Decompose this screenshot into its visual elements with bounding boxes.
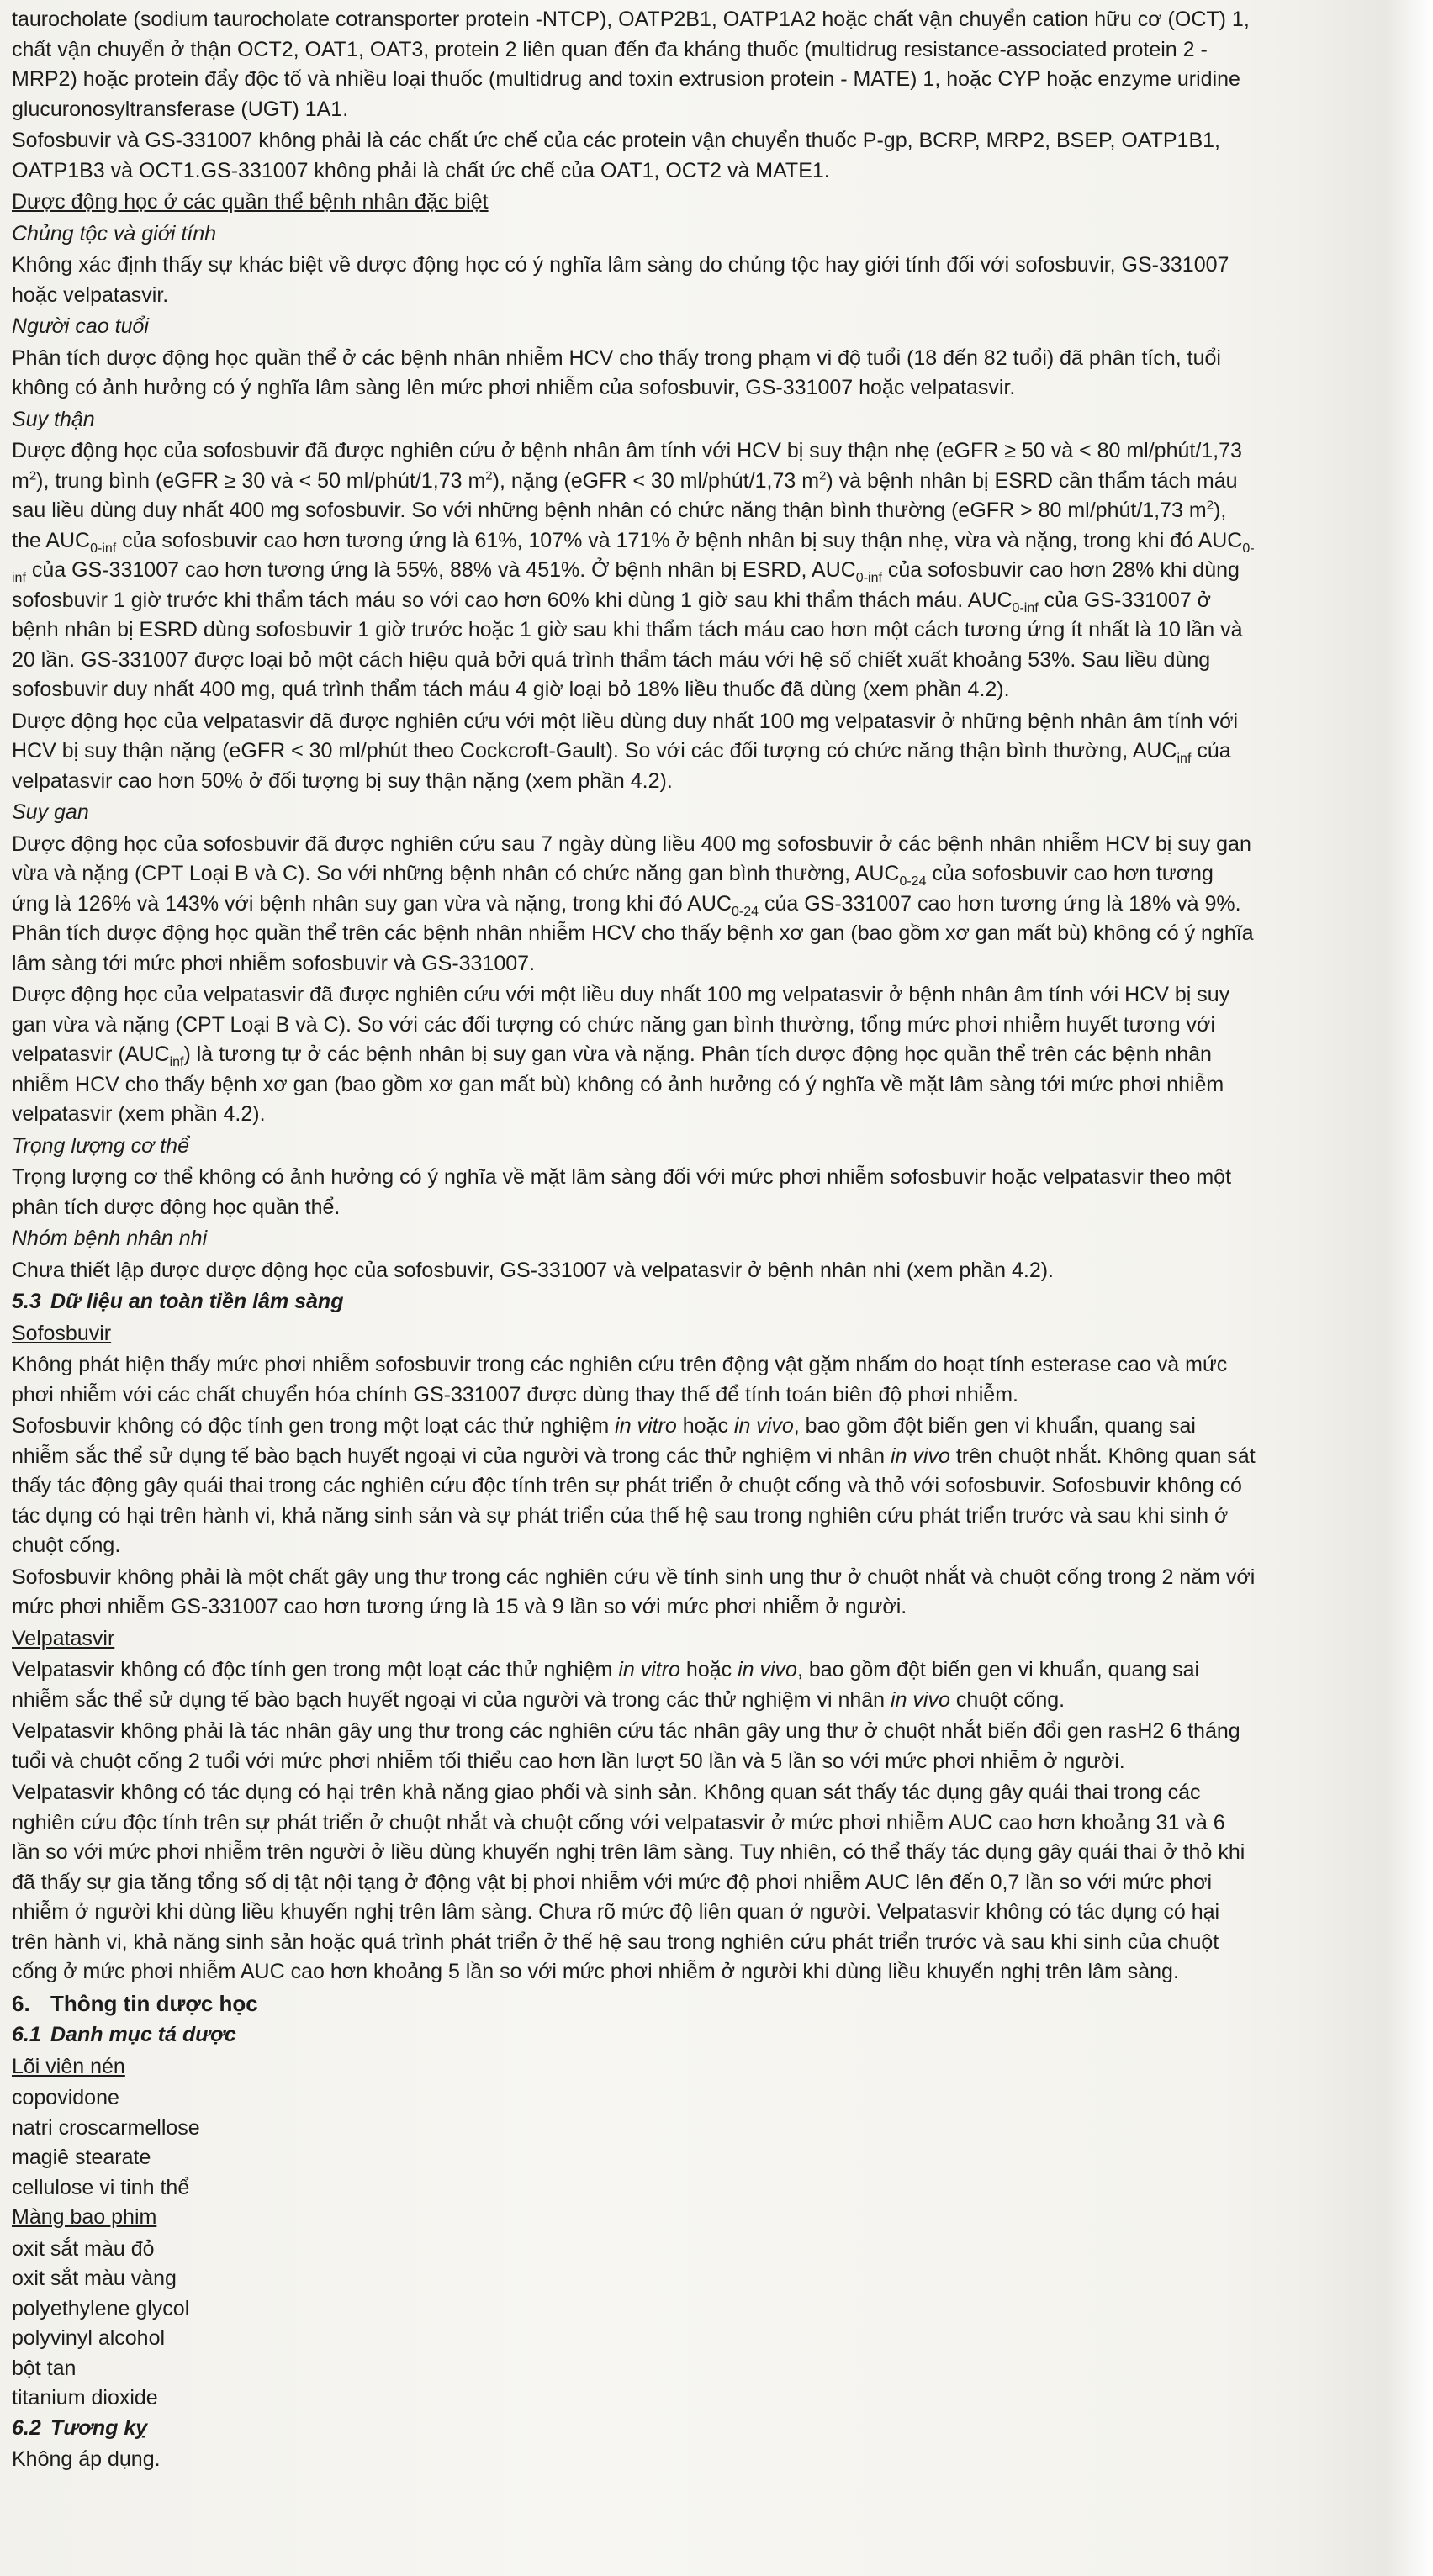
- paragraph-race-gender: Không xác định thấy sự khác biệt về dược động học có ý nghĩa lâm sàng do chủng tộc hay giới tính đối với sofosbuvir, GS-331007 hoặc velpatasvir.: [12, 253, 1229, 307]
- paragraph-pediatric: Chưa thiết lập được dược động học của sofosbuvir, GS-331007 và velpatasvir ở bệnh nhân nhi (xem phần 4.2).: [12, 1258, 1054, 1282]
- paragraph-incompatibilities: Không áp dụng.: [12, 2447, 161, 2471]
- film-coating-excipient-list: [12, 2235, 1256, 2414]
- paragraph-body-weight: Trọng lượng cơ thể không có ảnh hưởng có ý nghĩa về mặt lâm sàng đối với mức phơi nhiễm sofosbuvir hoặc velpatasvir theo một phân tích dược động học quần thể.: [12, 1165, 1232, 1219]
- heading-race-gender: Chủng tộc và giới tính: [12, 221, 217, 245]
- section-6-1-heading: 6.1 Danh mục tá dược: [12, 2023, 236, 2046]
- list-item: bột tan: [12, 2356, 77, 2380]
- list-item: magiê stearate: [12, 2146, 151, 2169]
- paragraph-elderly: Phân tích dược động học quần thể ở các bệnh nhân nhiễm HCV cho thấy trong phạm vi độ tuổi (18 đến 82 tuổi) đã phân tích, tuổi không có ảnh hưởng có ý nghĩa lâm sàng lên mức phơi nhiễm của sofosbuvir, GS-331007 hoặc velpatasvir.: [12, 346, 1221, 399]
- heading-elderly: Người cao tuổi: [12, 314, 149, 338]
- list-item: copovidone: [12, 2086, 119, 2109]
- heading-tablet-core: Lõi viên nén: [12, 2054, 125, 2078]
- section-5-3-heading: 5.3 Dữ liệu an toàn tiền lâm sàng: [12, 1290, 344, 1313]
- heading-renal: Suy thận: [12, 407, 95, 431]
- document-body: [12, 5, 1256, 2477]
- paragraph-velpatasvir-reproduction: Velpatasvir không có tác dụng có hại trên khả năng giao phối và sinh sản. Không quan sát thấy tác dụng gây quái thai trong các nghiên cứu độc tính trên sự phát triển ở chuột nhắt và chuột cống với velpatasvir ở mức phơi nhiễm AUC cao hơn khoảng 31 và 6 lần so với mức phơi nhiễm trên người ở liều dùng khuyến nghị trên lâm sàng. Tuy nhiên, có thể thấy tác dụng gây quái thai ở thỏ khi đã thấy sự gia tăng tổng số dị tật nội tạng ở động vật bị phơi nhiễm với mức độ phơi nhiễm AUC lên đến 0,7 lần so với mức phơi nhiễm ở người khi dùng liều khuyến nghị trên lâm sàng. Chưa rõ mức độ liên quan ở người. Velpatasvir không có tác dụng có hại trên hành vi, khả năng sinh sản hoặc quá trình phát triển ở thế hệ sau trong nghiên cứu phát triển trước và sau khi sinh của chuột cống ở mức phơi nhiễm AUC cao hơn khoảng 5 lần so với mức phơi nhiễm ở người khi dùng liều khuyến nghị trên lâm sàng.: [12, 1781, 1245, 1983]
- paragraph-sofosbuvir-carcinogenicity: Sofosbuvir không phải là một chất gây ung thư trong các nghiên cứu về tính sinh ung thư ở chuột nhắt và chuột cống trong 2 năm với mức phơi nhiễm GS-331007 cao hơn tương ứng là 15 và 9 lần so với mức phơi nhiễm ở người.: [12, 1565, 1256, 1618]
- list-item: titanium dioxide: [12, 2386, 158, 2410]
- paper-edge-shadow: [1315, 0, 1433, 2576]
- list-item: cellulose vi tinh thể: [12, 2175, 190, 2199]
- paragraph-velpatasvir-carcinogenicity: Velpatasvir không phải là tác nhân gây ung thư trong các nghiên cứu tác nhân gây ung thư ở chuột nhắt biến đổi gen rasH2 6 tháng tuổi và chuột cống 2 tuổi với mức phơi nhiễm tối thiểu cao hơn lần lượt 50 lần và 5 lần so với mức phơi nhiễm ở người.: [12, 1719, 1240, 1773]
- paragraph-hepatic-sofosbuvir: Dược động học của sofosbuvir đã được nghiên cứu sau 7 ngày dùng liều 400 mg sofosbuvir ở các bệnh nhân nhiễm HCV bị suy gan vừa và nặng (CPT Loại B và C). So với những bệnh nhân có chức năng gan bình thường, $AUC_{0-24}$ của sofosbuvir cao hơn tương ứng là 126% và 143% với bệnh nhân suy gan vừa và nặng, trong khi đó $AUC_{0-24}$ của GS-331007 cao hơn tương ứng là 18% và 9%. Phân tích dược động học quần thể trên các bệnh nhân nhiễm HCV cho thấy bệnh xơ gan (bao gồm xơ gan mất bù) không có ý nghĩa lâm sàng tới mức phơi nhiễm sofosbuvir và GS-331007.: [12, 831, 1254, 975]
- paragraph-velpatasvir-genotoxicity: Velpatasvir không có độc tính gen trong một loạt các thử nghiệm in vitro hoặc in vivo, bao gồm đột biến gen vi khuẩn, quang sai nhiễm sắc thể sử dụng tế bào bạch huyết ngoại vi của người và trong các thử nghiệm vi nhân in vivo chuột cống.: [12, 1658, 1200, 1712]
- paragraph-hepatic-velpatasvir: Dược động học của velpatasvir đã được nghiên cứu với một liều duy nhất 100 mg velpatasvir ở bệnh nhân âm tính với HCV bị suy gan vừa và nặng (CPT Loại B và C). So với các đối tượng có chức năng gan bình thường, tổng mức phơi nhiễm huyết tương với velpatasvir $(AUC_{inf})$ là tương tự ở các bệnh nhân bị suy gan vừa và nặng. Phân tích dược động học quần thể trên các bệnh nhân nhiễm HCV cho thấy bệnh xơ gan (bao gồm xơ gan mất bù) không có ảnh hưởng có ý nghĩa về mặt lâm sàng tới mức phơi nhiễm velpatasvir (xem phần 4.2).: [12, 983, 1230, 1126]
- paragraph-inhibitors: Sofosbuvir và GS-331007 không phải là các chất ức chế của các protein vận chuyển thuốc P-gp, BCRP, MRP2, BSEP, OATP1B1, OATP1B3 và OCT1.GS-331007 không phải là chất ức chế của OAT1, OCT2 và MATE1.: [12, 129, 1220, 182]
- paragraph-sofosbuvir-exposure: Không phát hiện thấy mức phơi nhiễm sofosbuvir trong các nghiên cứu trên động vật gặm nhấm do hoạt tính esterase cao và mức phơi nhiễm với các chất chuyển hóa chính GS-331007 được dùng thay thế để tính toán biên độ phơi nhiễm.: [12, 1353, 1228, 1407]
- heading-velpatasvir: Velpatasvir: [12, 1626, 115, 1650]
- paragraph-transporters: taurocholate (sodium taurocholate cotransporter protein -NTCP), OATP2B1, OATP1A2 hoặc chất vận chuyển cation hữu cơ (OCT) 1, chất vận chuyển ở thận OCT2, OAT1, OAT3, protein 2 liên quan đến đa kháng thuốc (multidrug resistance-associated protein 2 - MRP2) hoặc protein đẩy độc tố và nhiều loại thuốc (multidrug and toxin extrusion protein - MATE) 1, hoặc CYP hoặc enzyme uridine glucuronosyltransferase (UGT) 1A1.: [12, 8, 1250, 121]
- tablet-core-excipient-list: [12, 2083, 1256, 2203]
- list-item: oxit sắt màu đỏ: [12, 2236, 155, 2261]
- heading-hepatic: Suy gan: [12, 800, 89, 824]
- paragraph-sofosbuvir-genotoxicity: Sofosbuvir không có độc tính gen trong một loạt các thử nghiệm in vitro hoặc in vivo, bao gồm đột biến gen vi khuẩn, quang sai nhiễm sắc thể sử dụng tế bào bạch huyết ngoại vi của người và trong các thử nghiệm vi nhân in vivo trên chuột nhắt. Không quan sát thấy tác động gây quái thai trong các nghiên cứu độc tính trên sự phát triển ở chuột cống và thỏ với sofosbuvir. Sofosbuvir không có tác dụng có hại trên hành vi, khả năng sinh sản và sự phát triển của thế hệ sau trong nghiên cứu phát triển trước và sau khi sinh ở chuột cống.: [12, 1414, 1256, 1557]
- heading-pediatric: Nhóm bệnh nhân nhi: [12, 1227, 208, 1250]
- heading-special-populations: Dược động học ở các quần thể bệnh nhân đặc biệt: [12, 190, 489, 214]
- paragraph-renal-velpatasvir: Dược động học của velpatasvir đã được nghiên cứu với một liều dùng duy nhất 100 mg velpatasvir ở những bệnh nhân âm tính với HCV bị suy thận nặng (eGFR < 30 ml/phút theo Cockcroft-Gault). So với các đối tượng có chức năng thận bình thường, $AUC_{inf}$ của velpatasvir cao hơn 50% ở đối tượng bị suy thận nặng (xem phần 4.2).: [12, 709, 1239, 793]
- section-6-heading: 6. Thông tin dược học: [12, 1990, 258, 2016]
- list-item: polyethylene glycol: [12, 2296, 190, 2320]
- heading-sofosbuvir: Sofosbuvir: [12, 1321, 112, 1345]
- list-item: polyvinyl alcohol: [12, 2326, 166, 2350]
- list-item: oxit sắt màu vàng: [12, 2267, 177, 2290]
- section-6-2-heading: 6.2 Tương kỵ: [12, 2415, 148, 2440]
- paragraph-renal-sofosbuvir: Dược động học của sofosbuvir đã được nghiên cứu ở bệnh nhân âm tính với HCV bị suy thận nhẹ (eGFR ≥ 50 và < 80 ml/phút/1,73 $m^2$), trung bình (eGFR ≥ 30 và < 50 ml/phút/1,73 $m^2$), nặng (eGFR < 30 ml/phút/1,73 $m^2$) và bệnh nhân bị ESRD cần thẩm tách máu sau liều dùng duy nhất 400 mg sofosbuvir. So với những bệnh nhân có chức năng thận bình thường (eGFR > 80 ml/phút/1,73 $m^2$), the $AUC_{0-inf}$ của sofosbuvir cao hơn tương ứng là 61%, 107% và 171% ở bệnh nhân bị suy thận nhẹ, vừa và nặng, trong khi đó $AUC_{0-inf}$ của GS-331007 cao hơn tương ứng là 55%, 88% và 451%. Ở bệnh nhân bị ESRD, $AUC_{0-inf}$ của sofosbuvir cao hơn 28% khi dùng sofosbuvir 1 giờ trước khi thẩm tách máu so với cao hơn 60% khi dùng 1 giờ sau khi thẩm thách máu. $AUC_{0-inf}$ của GS-331007 ở bệnh nhân bị ESRD dùng sofosbuvir 1 giờ trước hoặc 1 giờ sau khi thẩm tách máu cao hơn một cách tương ứng ít nhất là 10 lần và 20 lần. GS-331007 được loại bỏ một cách hiệu quả bởi quá trình thẩm tách máu với hệ số chiết xuất khoảng 53%. Sau liều dùng sofosbuvir duy nhất 400 mg, quá trình thẩm tách máu 4 giờ loại bỏ 18% liều thuốc đã dùng (xem phần 4.2).: [12, 439, 1255, 701]
- list-item: natri croscarmellose: [12, 2115, 200, 2140]
- heading-film-coating: Màng bao phim: [12, 2205, 157, 2229]
- heading-body-weight: Trọng lượng cơ thể: [12, 1133, 189, 1158]
